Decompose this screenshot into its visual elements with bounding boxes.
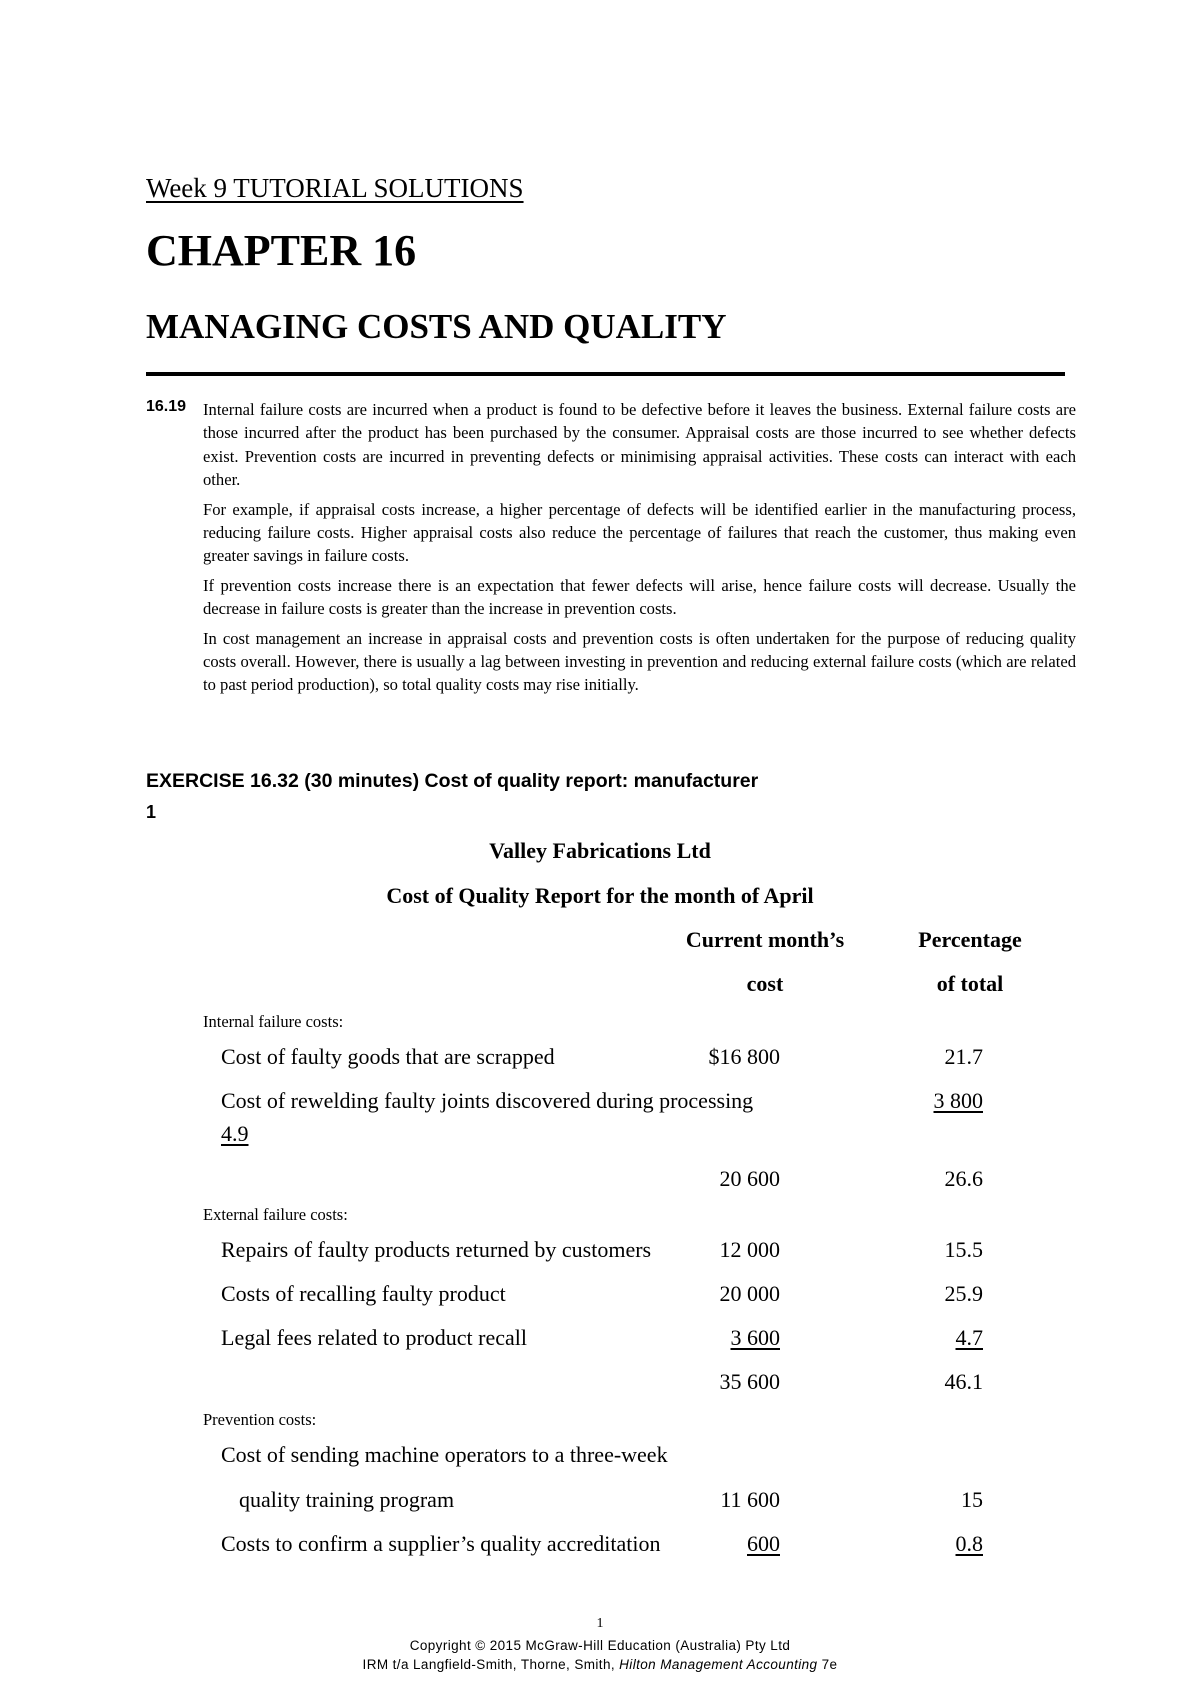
item-legal-pct: 4.7 [955, 1325, 983, 1350]
column-header-current-cost: Current month’s [685, 927, 845, 952]
irm-edition: 7e [817, 1657, 838, 1672]
external-total-cost: 35 600 [719, 1369, 780, 1394]
item-repairs-cost: 12 000 [719, 1237, 780, 1262]
external-total-pct: 46.1 [944, 1369, 983, 1394]
item-recall-pct: 25.9 [944, 1281, 983, 1306]
item-repairs-label: Repairs of faulty products returned by customers [221, 1237, 652, 1262]
item-reweld-pct: 4.9 [221, 1121, 249, 1146]
item-training-cost: 11 600 [720, 1487, 780, 1512]
item-scrapped-label: Cost of faulty goods that are scrapped [221, 1044, 555, 1069]
item-scrapped-cost: $16 800 [708, 1044, 780, 1069]
item-legal-label: Legal fees related to product recall [221, 1325, 528, 1350]
item-supplier-cost: 600 [747, 1531, 780, 1556]
answer-paragraph-1: Internal failure costs are incurred when a product is found to be defective before it leaves the business. External failure costs are those incurred after the product has been purchased by the consumer. Appraisal costs are those incurred to see whether defects exist. Prevention costs are incurred in preventing defects or minimising appraisal activities. These costs can interact with each other. [203, 400, 1076, 490]
heading-rule [146, 372, 1065, 376]
item-scrapped-pct: 21.7 [944, 1044, 983, 1069]
item-training-label: Cost of sending machine operators to a three-week [221, 1442, 668, 1467]
item-supplier-pct: 0.8 [955, 1531, 983, 1556]
exercise-part-number: 1 [146, 802, 157, 822]
item-training-label-line2: quality training program [239, 1487, 455, 1512]
item-training-pct: 15 [961, 1487, 983, 1512]
irm-book-title: Hilton Management Accounting [619, 1657, 818, 1672]
item-legal-cost: 3 600 [730, 1325, 780, 1350]
section-external-failure: External failure costs: [203, 1205, 348, 1224]
irm-prefix: IRM t/a Langfield-Smith, Thorne, Smith, [362, 1657, 620, 1672]
item-recall-cost: 20 000 [719, 1281, 780, 1306]
report-title: Cost of Quality Report for the month of April [386, 883, 814, 908]
internal-total-pct: 26.6 [944, 1166, 983, 1191]
section-internal-failure: Internal failure costs: [203, 1012, 344, 1031]
item-supplier-label: Costs to confirm a supplier’s quality accreditation [221, 1531, 661, 1556]
internal-total-cost: 20 600 [719, 1166, 780, 1191]
page-number: 1 [596, 1616, 604, 1631]
column-header-percentage-line2: of total [936, 971, 1004, 996]
chapter-title: CHAPTER 16 [146, 226, 417, 275]
item-reweld-label: Cost of rewelding faulty joints discovered during processing [221, 1088, 754, 1113]
company-name: Valley Fabrications Ltd [489, 838, 711, 863]
question-16-19 [146, 398, 1076, 703]
answer-paragraph-4: In cost management an increase in appraisal costs and prevention costs is often undertaken for the purpose of reducing quality costs overall. However, there is usually a lag between investing in prevention and reducing external failure costs (which are related to past period production), so total quality costs may rise initially. [203, 628, 1076, 695]
irm-credit [0, 1657, 1200, 1672]
chapter-subtitle: MANAGING COSTS AND QUALITY [146, 307, 727, 346]
column-header-percentage: Percentage [918, 927, 1022, 952]
exercise-heading: EXERCISE 16.32 (30 minutes) Cost of quality report: manufacturer [146, 770, 759, 792]
section-prevention: Prevention costs: [203, 1410, 317, 1429]
copyright-notice: Copyright © 2015 McGraw-Hill Education (Australia) Pty Ltd [409, 1638, 791, 1653]
answer-paragraph-3: If prevention costs increase there is an expectation that fewer defects will arise, hence failure costs will decrease. Usually the decrease in failure costs is greater than the increase in prevention costs. [203, 575, 1076, 619]
item-reweld-cost: 3 800 [933, 1088, 983, 1113]
week-title: Week 9 TUTORIAL SOLUTIONS [146, 173, 524, 203]
answer-paragraph-2: For example, if appraisal costs increase, a higher percentage of defects will be identified earlier in the manufacturing process, reducing failure costs. Higher appraisal costs also reduce the percentage of failures that reach the customer, thus making even greater savings in failure costs. [203, 499, 1076, 566]
item-recall-label: Costs of recalling faulty product [221, 1281, 506, 1306]
item-repairs-pct: 15.5 [944, 1237, 983, 1262]
column-header-current-cost-line2: cost [746, 971, 784, 996]
question-number: 16.19 [146, 398, 187, 415]
